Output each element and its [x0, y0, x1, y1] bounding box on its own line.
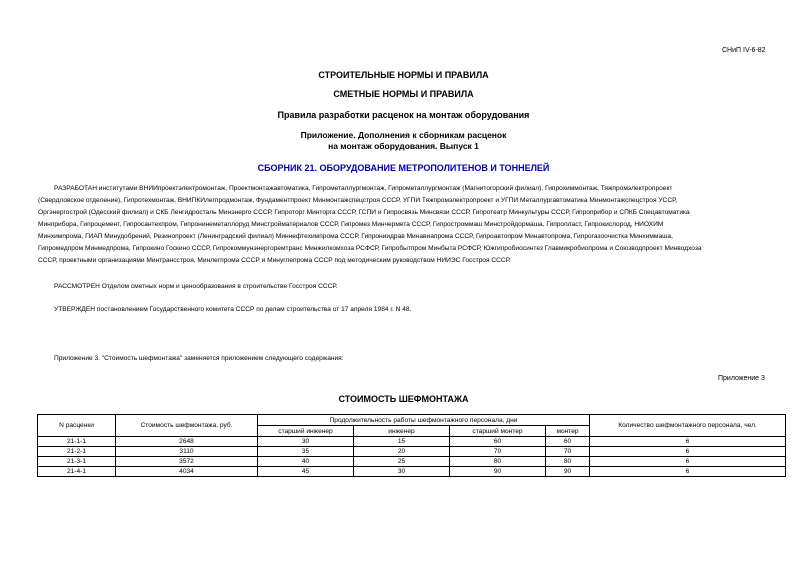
title-appendix [0, 130, 807, 152]
appendix-note: Приложение 3. "Стоимость шефмонтажа" заменяется приложением следующего содержания: [54, 355, 344, 362]
cell-personnel-count: 6 [590, 457, 786, 467]
table-row [38, 437, 786, 447]
header-cost: Стоимость шефмонтажа, руб. [116, 415, 258, 437]
header-personnel-count: Количество шефмонтажного персонала, чел. [590, 415, 786, 437]
subheader-engineer: инженер [354, 426, 450, 437]
header-duration: Продолжительность работы шефмонтажного персонала, дни [258, 415, 590, 426]
cell-price-number: 21-1-1 [38, 437, 116, 447]
cell-fitter: 80 [546, 457, 590, 467]
cell-senior-fitter: 60 [450, 437, 546, 447]
cell-fitter: 90 [546, 467, 590, 477]
table-row [38, 457, 786, 467]
developed-paragraph [38, 183, 783, 267]
cell-engineer: 15 [354, 437, 450, 447]
cell-fitter: 60 [546, 437, 590, 447]
cell-senior-fitter: 70 [450, 447, 546, 457]
table-title: СТОИМОСТЬ ШЕФМОНТАЖА [338, 394, 469, 404]
cell-cost: 4034 [116, 467, 258, 477]
cell-senior-fitter: 90 [450, 467, 546, 477]
cell-price-number: 21-2-1 [38, 447, 116, 457]
cell-cost: 3572 [116, 457, 258, 467]
appendix-label: Приложение 3 [718, 375, 765, 382]
cell-engineer: 20 [354, 447, 450, 457]
subheader-senior-fitter: старший монтер [450, 426, 546, 437]
developed-line: РАЗРАБОТАН институтами ВНИИпроектэлектромонтаж, Проектмонтажавтоматика, Гипрометаллургмонтаж, Гипрометаллургмонтаж (Магнитогорский филиал), Гипрохиммонтаж, Тяжпромэлектропроект [54, 185, 673, 192]
table-row [38, 467, 786, 477]
cell-senior-fitter: 80 [450, 457, 546, 467]
collection-title: СБОРНИК 21. ОБОРУДОВАНИЕ МЕТРОПОЛИТЕНОВ И ТОННЕЛЕЙ [257, 163, 550, 173]
cell-senior-engineer: 40 [258, 457, 354, 467]
cell-personnel-count: 6 [590, 467, 786, 477]
developed-line: Оргэнергострой (Одесский филиал) и СКБ Ленгидросталь Минэнерго СССР, Гипроторг Минторга СССР, ГСПИ и Гипросвязь Минсвязи СССР, Гипротеатр Минкультуры СССР, Гипроприбор и СПКБ Спецавтоматика [38, 209, 690, 216]
header-price-number: N расценки [38, 415, 116, 437]
document-code: СНиП IV-6-82 [722, 47, 766, 54]
developed-line: (Свердловское отделение), Гипротехмонтаж, ВНИПКИлегпродмонтаж, Фундаментпроект Минмонтажспецстроя СССР, УГПИ Тяжпромэлектропроект и УГПИ Металлургавтоматика Минмонтажспецстроя УССР, [38, 197, 678, 204]
cell-fitter: 70 [546, 447, 590, 457]
cell-personnel-count: 6 [590, 437, 786, 447]
cell-personnel-count: 6 [590, 447, 786, 457]
cell-senior-engineer: 35 [258, 447, 354, 457]
cell-cost: 3110 [116, 447, 258, 457]
subheader-senior-engineer: старший инженер [258, 426, 354, 437]
table-row [38, 447, 786, 457]
installation-cost-table [37, 414, 786, 477]
cell-price-number: 21-4-1 [38, 467, 116, 477]
cell-senior-engineer: 30 [258, 437, 354, 447]
cell-cost: 2648 [116, 437, 258, 447]
cell-senior-engineer: 45 [258, 467, 354, 477]
title-building-norms: СТРОИТЕЛЬНЫЕ НОРМЫ И ПРАВИЛА [318, 70, 489, 80]
title-appendix-line1: Приложение. Дополнения к сборникам расценок [300, 130, 507, 140]
subheader-fitter: монтер [546, 426, 590, 437]
cell-price-number: 21-3-1 [38, 457, 116, 467]
title-estimate-norms: СМЕТНЫЕ НОРМЫ И ПРАВИЛА [333, 89, 474, 99]
reviewed-paragraph: РАССМОТРЕН Отделом сметных норм и ценообразования в строительстве Госстроя СССР. [54, 283, 338, 290]
developed-line: Минхимпрома, ГИАП Минудобрений, Резинопроект (Ленинградский филиал) Миннефтехимпрома СССР, Гипрониидрав Минавиапрома СССР, Гипроавтопром Минавтопрома, Гипрогазоочистка Минхиммаша, [38, 233, 673, 240]
title-appendix-line2: на монтаж оборудования. Выпуск 1 [328, 141, 479, 151]
cell-engineer: 25 [354, 457, 450, 467]
developed-line: СССР, проектными организациями Минтрансстроя, Минлегпрома СССР и Минуглепрома СССР под методическим руководством НИИЭС Госстроя СССР. [38, 257, 511, 264]
cell-engineer: 30 [354, 467, 450, 477]
developed-line: Минприбора, Гипроцемент, Гипросантехпром, Гипронинеметаллоруд Минстройматериалов СССР, Гипромез Минчермета СССР, Гипростроммаш Минстройдормаша, Гипропласт, Гипрокислород, НИОХИМ [38, 221, 664, 228]
title-rules: Правила разработки расценок на монтаж оборудования [277, 110, 530, 120]
approved-paragraph: УТВЕРЖДЕН постановлением Государственного комитета СССР по делам строительства от 17 апреля 1984 г. N 48. [54, 306, 412, 313]
developed-line: Гипромедпром Минмедпрома, Гипрокино Госкино СССР, Гипрокоммунэнергоремтранс Минжилкомхоза РСФСР, Гипробытпром Минбыта РСФСР, Южгипробиосинтез Главмикробиопрома и Союзводпроект Минводхоза [38, 245, 702, 252]
